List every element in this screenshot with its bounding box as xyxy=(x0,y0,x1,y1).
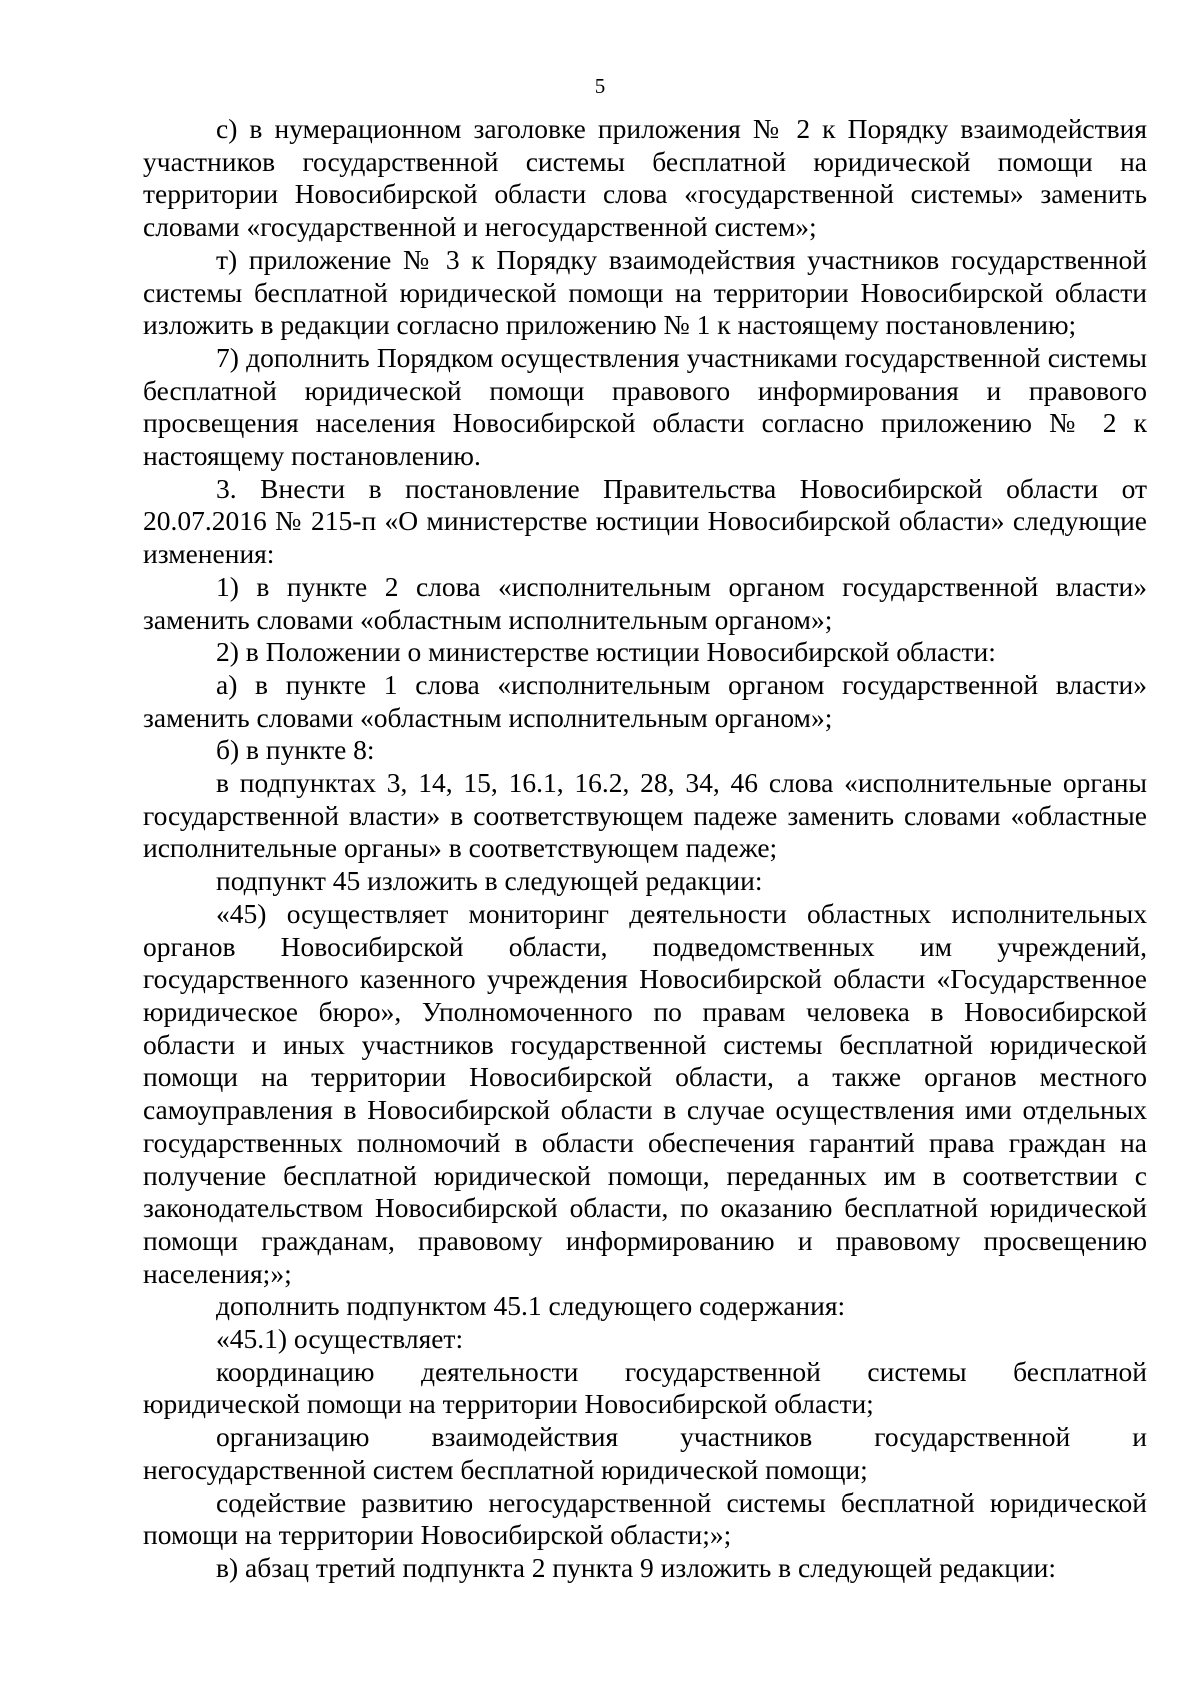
paragraph-development: содействие развитию негосударственной системы бесплатной юридической помощи на территории Новосибирской области;»; xyxy=(143,1486,1147,1551)
paragraph-b-point-8: б) в пункте 8: xyxy=(216,734,375,766)
paragraph-3-amend-resolution: 3. Внести в постановление Правительства Новосибирской области от 20.07.2016 № 215-п «О министерстве юстиции Новосибирской области» следующие изменения: xyxy=(143,472,1147,570)
paragraph-interaction: организацию взаимодействия участников государственной и негосударственной систем бесплатной юридической помощи; xyxy=(143,1421,1147,1485)
paragraph-subpoint-45-text: «45) осуществляет мониторинг деятельности областных исполнительных органов Новосибирской области, подведомственных им учреждений, государственного казенного учреждения Новосибирской области «Государственное юридическое бюро», Уполномоченного по правам человека в Новосибирской области и иных участников государственной системы бесплатной юридической помощи на территории Новосибирской области, а также органов местного самоуправления в Новосибирской области в случае осуществления ими отдельных государственных полномочий в области обеспечения гарантий права граждан на получение бесплатной юридической помощи, переданных им в соответствии с законодательством Новосибирской области, по оказанию бесплатной юридической помощи гражданам, правовому информированию и правовому просвещению населения;»; xyxy=(143,897,1147,1289)
paragraph-1-point-2: 1) в пункте 2 слова «исполнительным органом государственной власти» заменить словами «областным исполнительным органом»; xyxy=(143,570,1147,635)
page-number: 5 xyxy=(594,74,606,98)
paragraph-a-point-1: а) в пункте 1 слова «исполнительным органом государственной власти» заменить словами «областным исполнительным органом»; xyxy=(143,668,1147,733)
paragraph-coordination: координацию деятельности государственной системы бесплатной юридической помощи на территории Новосибирской области; xyxy=(143,1355,1147,1420)
paragraph-t-appendix-3: т) приложение № 3 к Порядку взаимодействия участников государственной системы бесплатной юридической помощи на территории Новосибирской области изложить в редакции согласно приложению № 1 к настоящему постановлению; xyxy=(143,243,1147,341)
paragraph-subpoint-45-1-intro: дополнить подпунктом 45.1 следующего содержания: xyxy=(216,1290,846,1322)
paragraph-subpoint-45-intro: подпункт 45 изложить в следующей редакции: xyxy=(216,865,763,897)
paragraph-2-regulation: 2) в Положении о министерстве юстиции Новосибирской области: xyxy=(216,636,996,668)
paragraph-subpoint-45-1-header: «45.1) осуществляет: xyxy=(216,1323,464,1355)
paragraph-subpoints-list: в подпунктах 3, 14, 15, 16.1, 16.2, 28, 34, 46 слова «исполнительные органы государственной власти» в соответствующем падеже заменить словами «областные исполнительные органы» в соответствующем падеже; xyxy=(143,767,1147,864)
paragraph-s-numbering-header: с) в нумерационном заголовке приложения № 2 к Порядку взаимодействия участников государственной системы бесплатной юридической помощи на территории Новосибирской области слова «государственной системы» заменить словами «государственной и негосударственной систем»; xyxy=(143,113,1147,243)
document-body xyxy=(143,113,1147,1585)
paragraph-7-add-procedure: 7) дополнить Порядком осуществления участниками государственной системы бесплатной юридической помощи правового информирования и правового просвещения населения Новосибирской области согласно приложению № 2 к настоящему постановлению. xyxy=(143,341,1147,472)
paragraph-v-point-9: в) абзац третий подпункта 2 пункта 9 изложить в следующей редакции: xyxy=(216,1551,1057,1583)
